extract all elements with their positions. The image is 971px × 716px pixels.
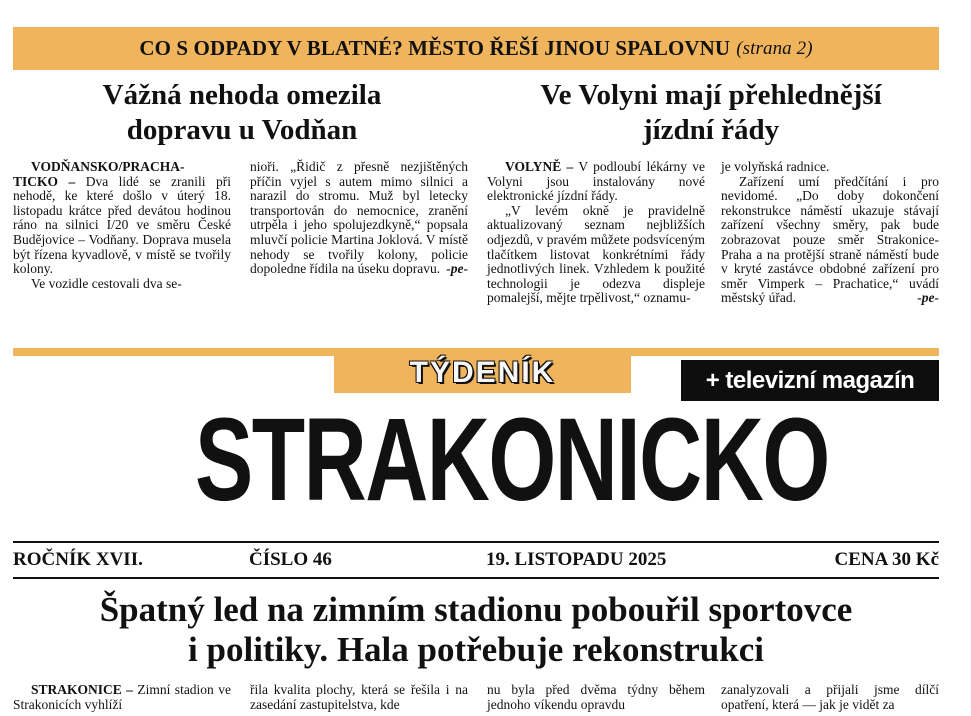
paragraph: zanalyzovali a přijali jsme dílčí opatření, která — jak je vidět za: [721, 682, 939, 712]
story-left-column-2: [250, 160, 468, 276]
paragraph: [13, 160, 231, 277]
dateline: VOLYNĚ –: [505, 159, 574, 174]
headline-line: Ve Volyni mají přehlednější: [540, 79, 882, 111]
lead-column-2: [250, 683, 468, 712]
banner-headline: CO S ODPADY V BLATNÉ? MĚSTO ŘEŠÍ JINOU SPALOVNU: [139, 36, 731, 60]
lead-column-4: [721, 683, 939, 712]
lead-column-1: [13, 683, 231, 712]
headline-line: i politiky. Hala potřebuje rekonstrukci: [188, 630, 764, 669]
issue-info-line: [13, 547, 939, 573]
paragraph-text: Dva lidé se zranili při nehodě, ke které došlo v úterý 18. listopadu krátce před devátou hodinou ráno na silnici I/20 ve směru České Budějovice – Vodňany. Doprava musela být řízena kyvadlově, v místě se tvořily kolony.: [13, 173, 231, 277]
story-right-column-1: [487, 160, 705, 306]
signature: -pe-: [917, 289, 939, 305]
tydenik-label: [334, 353, 631, 393]
headline-line: Vážná nehoda omezila: [102, 79, 382, 111]
divider: [13, 541, 939, 543]
story-right-headline[interactable]: [482, 78, 940, 148]
paragraph: [487, 160, 705, 204]
paragraph: nu byla před dvěma týdny během jednoho víkendu opravdu: [487, 682, 705, 712]
paragraph-text: Zimní stadion ve Strakonicích vyhlíží: [13, 682, 231, 712]
paragraph: řila kvalita plochy, která se řešila i na zasedání zastupitelstva, kde: [250, 682, 468, 712]
issue-price: CENA 30 Kč: [834, 549, 939, 570]
dateline: VODŇANSKO/PRACHA-: [31, 159, 185, 174]
masthead-title: STRAKONICKO: [195, 394, 829, 526]
headline-line: Špatný led na zimním stadionu pobouřil sportovce: [99, 590, 853, 629]
lead-story-headline[interactable]: [13, 590, 939, 670]
paragraph: [13, 683, 231, 712]
banner-page-ref: (strana 2): [736, 37, 813, 59]
issue-number: ČÍSLO 46: [249, 549, 332, 570]
issue-date: 19. LISTOPADU 2025: [486, 549, 667, 570]
paragraph: Ve vozidle cestovali dva se-: [31, 275, 182, 291]
paragraph: je volyňská radnice.: [721, 159, 830, 174]
tv-magazine-text: + televizní magazín: [705, 366, 915, 394]
divider: [13, 577, 939, 579]
paragraph-text: V podloubí lékárny ve Volyni jsou instalovány nové elektronické jízdní řády.: [487, 159, 705, 204]
top-banner[interactable]: [13, 27, 939, 70]
lead-column-3: [487, 683, 705, 712]
dateline: TICKO –: [13, 173, 76, 189]
story-left-headline[interactable]: [13, 78, 471, 148]
headline-line: dopravu u Vodňan: [126, 114, 358, 146]
tydenik-text: TÝDENÍK: [409, 356, 556, 389]
paragraph: nioři. „Řidič z přesně nezjištěných příčin vyjel s autem mimo silnici a narazil do stromu. Muž byl letecky transportován do nemocnice, zranění utrpěla i jeho spolujezdkyně,“ popsala mluvčí policie Martina Joklová. V místě nehody se tvořily kolony, policie dopoledne řídila na úseku dopravu.: [250, 159, 468, 277]
signature: -pe-: [446, 260, 468, 276]
story-right-column-2: [721, 160, 939, 306]
story-left-column-1: [13, 160, 231, 291]
headline-line: jízdní řády: [642, 114, 780, 146]
paragraph: Zařízení umí předčítání i pro nevidomé. „Do doby dokončení rekonstrukce náměstí ukazuje stávají zařízení všechny směry, pak bude zobrazovat pouze směr Strakonice-Praha a na protější straně náměstí bude v kryté zastávce obdobné zařízení pro směr Vimperk – Prachatice,“ uvádí městský úřad.: [721, 173, 939, 306]
paragraph: „V levém okně je pravidelně aktualizovaný seznam nejbližších odjezdů, v pravém můžete podsvíceným tlačítkem listovat konkrétními řády jednotlivých linek. Vzhledem k použité technologii je odezva displeje pomalejší, mějte trpělivost,“ oznamu-: [487, 202, 705, 306]
issue-volume: ROČNÍK XVII.: [13, 549, 143, 570]
dateline: STRAKONICE –: [31, 682, 133, 697]
